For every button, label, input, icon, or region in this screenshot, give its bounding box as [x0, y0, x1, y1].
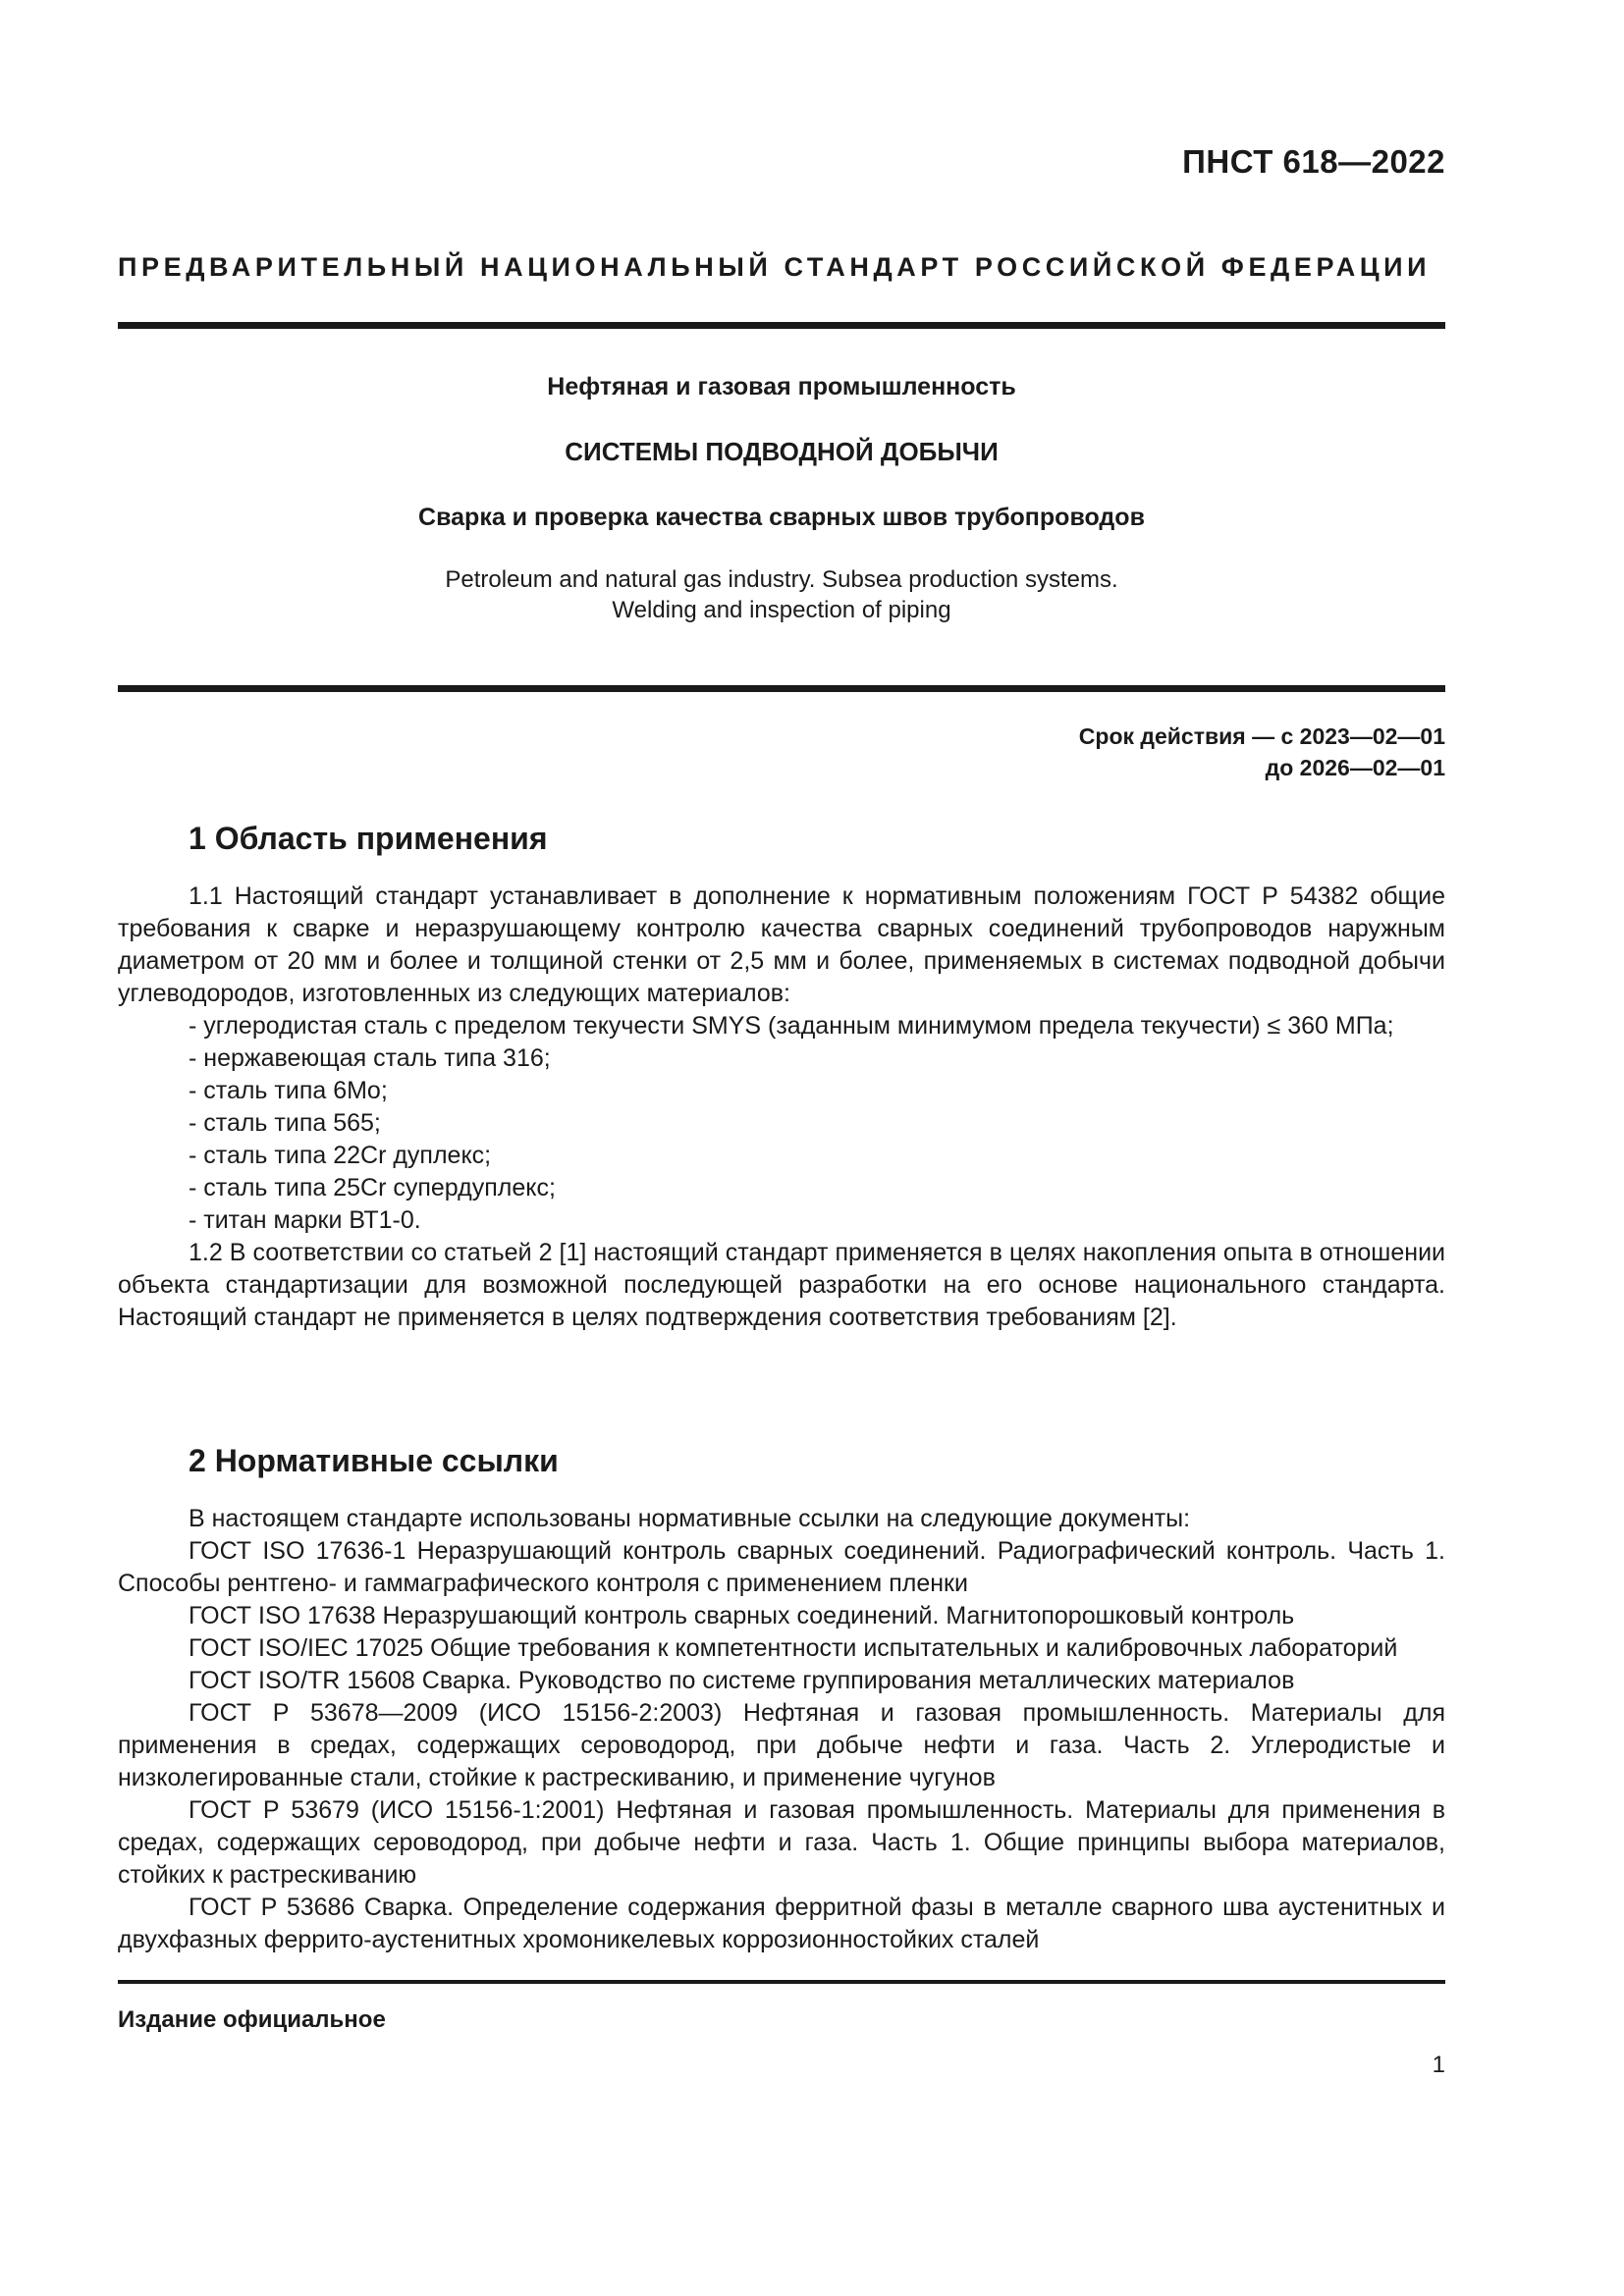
national-standard-line: ПРЕДВАРИТЕЛЬНЫЙ НАЦИОНАЛЬНЫЙ СТАНДАРТ РОССИЙСКОЙ ФЕДЕРАЦИИ — [118, 252, 1432, 282]
official-edition-label: Издание официальное — [118, 2006, 386, 2033]
paragraph-1-1: 1.1 Настоящий стандарт устанавливает в дополнение к нормативным положениям ГОСТ Р 54382 общие требования к сварке и неразрушающему контролю качества сварных соединений трубопроводов наружным диаметром от 20 мм и более и толщиной стенки от 2,5 мм и более, применяемых в системах подводной добычи углеводородов, изготовленных из следующих материалов: — [118, 882, 1445, 1007]
page-number: 1 — [1432, 2052, 1445, 2078]
reference-item: ГОСТ ISO/IEC 17025 Общие требования к компетентности испытательных и калибровочных лабораторий — [189, 1634, 1398, 1662]
header-divider — [118, 322, 1445, 329]
list-item: - нержавеющая сталь типа 316; — [189, 1044, 551, 1072]
reference-item: ГОСТ Р 53686 Сварка. Определение содержания ферритной фазы в металле сварного шва аустенитных и двухфазных феррито-аустенитных хромоникелевых коррозионностойких сталей — [118, 1894, 1445, 1953]
validity-from: Срок действия — с 2023—02—01 — [1078, 723, 1445, 749]
list-item: - сталь типа 6Mo; — [189, 1077, 388, 1104]
title-divider — [118, 685, 1445, 692]
reference-item: ГОСТ ISO 17636-1 Неразрушающий контроль сварных соединений. Радиографический контроль. Часть 1. Способы рентгено- и гаммаграфического контроля с применением пленки — [118, 1537, 1445, 1597]
validity-to: до 2026—02—01 — [1265, 755, 1445, 780]
reference-item: ГОСТ Р 53678—2009 (ИСО 15156-2:2003) Нефтяная и газовая промышленность. Материалы для применения в средах, содержащих сероводород, при добыче нефти и газа. Часть 2. Углеродистые и низколегированные стали, стойкие к растрескиванию, и применение чугунов — [118, 1699, 1445, 1791]
paragraph-1-2: 1.2 В соответствии со статьей 2 [1] настоящий стандарт применяется в целях накопления опыта в отношении объекта стандартизации для возможной последующей разработки на его основе национального стандарта. Настоящий стандарт не применяется в целях подтверждения соответствия требованиям [2]. — [118, 1239, 1445, 1331]
reference-item: ГОСТ ISO/TR 15608 Сварка. Руководство по системе группирования металлических материалов — [189, 1667, 1295, 1694]
list-item: - сталь типа 22Cr дуплекс; — [189, 1142, 492, 1169]
section-1-heading: 1 Область применения — [189, 821, 548, 856]
section-1-body — [118, 881, 1445, 1334]
english-title-line-1: Petroleum and natural gas industry. Subsea production systems. — [445, 566, 1118, 593]
list-item-text: - углеродистая сталь с пределом текучести SMYS (заданным минимумом предела текучести) ≤ 360 МПа; — [189, 1012, 1394, 1040]
english-title — [118, 564, 1445, 625]
reference-item: ГОСТ Р 53679 (ИСО 15156-1:2001) Нефтяная и газовая промышленность. Материалы для применения в средах, содержащих сероводород, при добыче нефти и газа. Часть 1. Общие принципы выбора материалов, стойких к растрескиванию — [118, 1796, 1445, 1889]
reference-item: ГОСТ ISO 17638 Неразрушающий контроль сварных соединений. Магнитопорошковый контроль — [189, 1602, 1295, 1629]
list-item: - сталь типа 565; — [189, 1109, 381, 1137]
document-number: ПНСТ 618—2022 — [1182, 143, 1445, 180]
english-title-line-2: Welding and inspection of piping — [612, 597, 951, 623]
section-2-heading: 2 Нормативные ссылки — [189, 1443, 559, 1478]
list-item — [118, 1010, 1445, 1042]
document-subtitle: Сварка и проверка качества сварных швов трубопроводов — [418, 504, 1145, 531]
section-2-body — [118, 1503, 1445, 1956]
list-item: - сталь типа 25Cr супердуплекс; — [189, 1174, 556, 1201]
list-item: - титан марки ВТ1-0. — [189, 1206, 421, 1234]
footer-divider — [118, 1980, 1445, 1984]
system-title: СИСТЕМЫ ПОДВОДНОЙ ДОБЫЧИ — [565, 437, 999, 466]
section-2-intro: В настоящем стандарте использованы нормативные ссылки на следующие документы: — [189, 1505, 1191, 1532]
industry-title: Нефтяная и газовая промышленность — [547, 373, 1016, 400]
validity-period — [1079, 721, 1445, 783]
